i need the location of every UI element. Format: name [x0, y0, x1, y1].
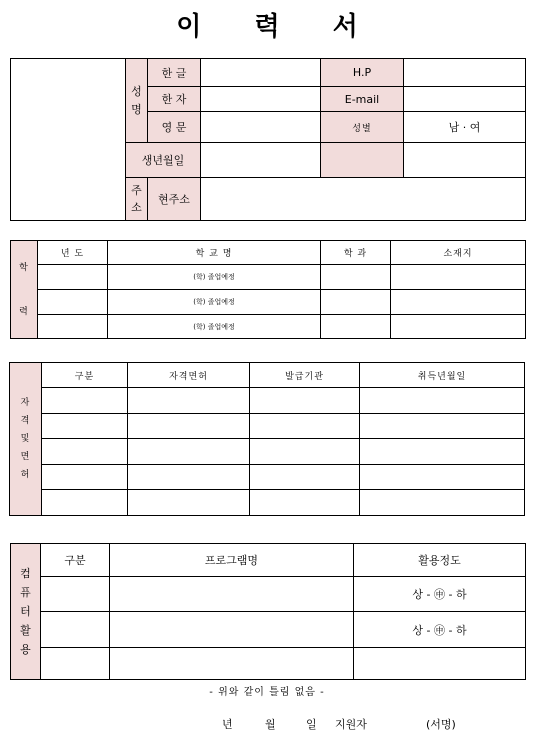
license-type-field[interactable]: [42, 490, 128, 516]
footer-month-label: 월: [265, 718, 276, 731]
email-label: E-mail: [321, 87, 404, 112]
education-year-field[interactable]: [38, 265, 108, 290]
email-field[interactable]: [404, 87, 526, 112]
computer-level-field[interactable]: 상 - ㊥ - 하: [354, 577, 526, 612]
table-row: [11, 265, 526, 290]
birth-field[interactable]: [201, 143, 321, 178]
computer-type-field[interactable]: [41, 612, 110, 648]
address-label: 현주소: [148, 178, 201, 221]
licenses-header-date: 취득년월일: [360, 363, 525, 388]
license-name-field[interactable]: [128, 388, 250, 414]
computer-section-label: 컴퓨터활용: [11, 544, 41, 680]
name-korean-field[interactable]: [201, 59, 321, 87]
licenses-header-issuer: 발급기관: [250, 363, 360, 388]
computer-header-type: 구분: [41, 544, 110, 577]
license-name-field[interactable]: [128, 414, 250, 439]
education-major-field[interactable]: [321, 265, 391, 290]
address-group-label: 주소: [126, 178, 148, 221]
license-date-field[interactable]: [360, 439, 525, 465]
hp-field[interactable]: [404, 59, 526, 87]
license-date-field[interactable]: [360, 414, 525, 439]
name-korean-label: 한 글: [148, 59, 201, 87]
title-char: 서: [332, 12, 358, 42]
footer-year-label: 년: [222, 718, 233, 731]
document-title: [0, 6, 534, 43]
table-row: [11, 612, 526, 648]
licenses-header-name: 자격면허: [128, 363, 250, 388]
education-location-field[interactable]: [391, 315, 526, 339]
signature-field[interactable]: (서명): [426, 718, 456, 731]
education-location-field[interactable]: [391, 265, 526, 290]
education-year-field[interactable]: [38, 290, 108, 315]
gender-value[interactable]: 남 · 여: [404, 112, 526, 143]
license-issuer-field[interactable]: [250, 465, 360, 490]
license-type-field[interactable]: [42, 388, 128, 414]
footer-day-label: 일: [306, 718, 317, 731]
confirmation-statement: - 위와 같이 틀림 없음 -: [209, 687, 325, 698]
table-row: [11, 648, 526, 680]
education-header-major: 학 과: [321, 241, 391, 265]
table-row: [10, 388, 525, 414]
licenses-table: [9, 362, 525, 516]
licenses-header-type: 구분: [42, 363, 128, 388]
education-header-location: 소재지: [391, 241, 526, 265]
license-issuer-field[interactable]: [250, 388, 360, 414]
title-char: 력: [254, 12, 280, 42]
license-name-field[interactable]: [128, 439, 250, 465]
birth-extra-cell: [321, 143, 404, 178]
gender-label: 성별: [321, 112, 404, 143]
license-issuer-field[interactable]: [250, 439, 360, 465]
computer-type-field[interactable]: [41, 577, 110, 612]
education-header-year: 년 도: [38, 241, 108, 265]
title-char: 이: [176, 12, 202, 42]
name-hanja-label: 한 자: [148, 87, 201, 112]
license-date-field[interactable]: [360, 388, 525, 414]
license-date-field[interactable]: [360, 465, 525, 490]
hp-label: H.P: [321, 59, 404, 87]
personal-info-table: [10, 58, 526, 221]
name-group-label: 성명: [126, 59, 148, 143]
education-school-field[interactable]: (학) 졸업예정: [108, 315, 321, 339]
education-major-field[interactable]: [321, 315, 391, 339]
computer-header-program: 프로그램명: [110, 544, 354, 577]
birth-extra-field[interactable]: [404, 143, 526, 178]
birth-label: 생년월일: [126, 143, 201, 178]
license-date-field[interactable]: [360, 490, 525, 516]
name-english-field[interactable]: [201, 112, 321, 143]
footer-applicant-label: 지원자: [335, 718, 367, 731]
computer-table: [10, 543, 526, 680]
education-header-school: 학 교 명: [108, 241, 321, 265]
education-school-field[interactable]: (학) 졸업예정: [108, 265, 321, 290]
name-hanja-field[interactable]: [201, 87, 321, 112]
license-name-field[interactable]: [128, 490, 250, 516]
computer-program-field[interactable]: [110, 612, 354, 648]
computer-header-level: 활용정도: [354, 544, 526, 577]
table-row: [10, 490, 525, 516]
computer-level-field[interactable]: 상 - ㊥ - 하: [354, 612, 526, 648]
name-english-label: 영 문: [148, 112, 201, 143]
license-issuer-field[interactable]: [250, 490, 360, 516]
licenses-section-label: 자격및면허: [10, 363, 42, 516]
education-table: [10, 240, 526, 339]
table-row: [11, 315, 526, 339]
table-row: [11, 290, 526, 315]
license-type-field[interactable]: [42, 439, 128, 465]
computer-program-field[interactable]: [110, 648, 354, 680]
computer-type-field[interactable]: [41, 648, 110, 680]
computer-program-field[interactable]: [110, 577, 354, 612]
table-row: [10, 465, 525, 490]
license-issuer-field[interactable]: [250, 414, 360, 439]
address-field[interactable]: [201, 178, 526, 221]
table-row: [11, 577, 526, 612]
computer-level-field[interactable]: [354, 648, 526, 680]
license-type-field[interactable]: [42, 465, 128, 490]
table-row: [10, 414, 525, 439]
education-section-label: 학력: [11, 241, 38, 339]
education-year-field[interactable]: [38, 315, 108, 339]
table-row: [10, 439, 525, 465]
photo-box[interactable]: [11, 59, 126, 221]
education-major-field[interactable]: [321, 290, 391, 315]
license-type-field[interactable]: [42, 414, 128, 439]
education-location-field[interactable]: [391, 290, 526, 315]
license-name-field[interactable]: [128, 465, 250, 490]
education-school-field[interactable]: (학) 졸업예정: [108, 290, 321, 315]
